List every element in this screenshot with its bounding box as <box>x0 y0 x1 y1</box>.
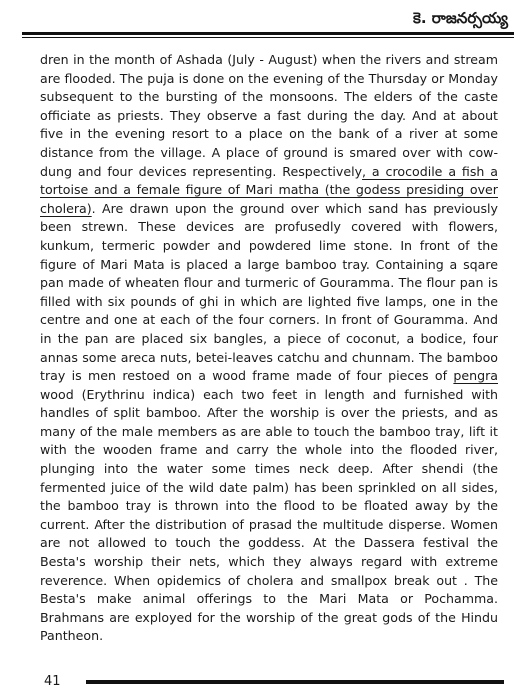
header-author: కె. రాజనర్సయ్య <box>413 9 508 27</box>
page-footer <box>0 674 526 696</box>
underlined-passage: , a crocodile a fish a tortoise and a female figure of Mari matha (the godess presiding over cholera) <box>40 163 498 216</box>
body-text-segment: dren in the month of Ashada (July - August) when the rivers and stream are flooded. The puja is done on the evening of the Thursday or Monday subsequent to the bursting of the monsoons. The elders of the caste officiate as priests. They observe a fast during the day. And at about five in the evening resort to a place on the bank of a river at some distance from the village. A place of ground is smared over with cow-dung and four devices representing. Respectively <box>40 52 498 179</box>
running-header <box>22 8 514 38</box>
body-text-segment: wood (Erythrinu indica) each two feet in length and furnished with handles of split bamboo. After the worship is over the priests, and as many of the male members as are able to touch the bamboo tray, lift it with the wooden frame and carry the whole into the flooded river, plunging into the water some times neck deep. After shendi (the fermented juice of the wild date palm) has been sprinkled on all sides, the bamboo tray is thrown into the flood to be floated away by the current. After the distribution of prasad the multitude disperse. Women are not allowed to touch the goddess. At the Dassera festival the Besta's worship their nets, which they always regard with extreme reverence. When opidemics of cholera and smallpox break out . The Besta's make animal offerings to the Mari Mata or Pochamma. Brahmans are exployed for the worship of the great gods of the Hindu Pantheon. <box>40 386 498 644</box>
header-rule-thin <box>22 37 514 38</box>
header-rule-thick <box>22 32 514 35</box>
body-paragraph <box>40 51 498 646</box>
underlined-word: pengra <box>453 368 498 384</box>
footer-rule <box>86 680 504 684</box>
body-text-segment: . Are drawn upon the ground over which sand has previously been strewn. These devices are profusedly covered with flowers, kunkum, termeric powder and powdered lime stone. In front of the figure of Mari Mata is placed a large bamboo tray. Containing a sqare pan made of wheaten flour and turmeric of Gouramma. The flour pan is filled with six pounds of ghi in which are lighted five lamps, one in the centre and one at each of the four corners. In front of Gouramma. And in the pan are placed six bangles, a piece of coconut, a bodice, four annas some areca nuts, betei-leaves catchu and chunnam. The bamboo tray is men restoed on a wood frame made of four pieces of <box>40 200 498 384</box>
page-number: 41 <box>44 674 61 689</box>
